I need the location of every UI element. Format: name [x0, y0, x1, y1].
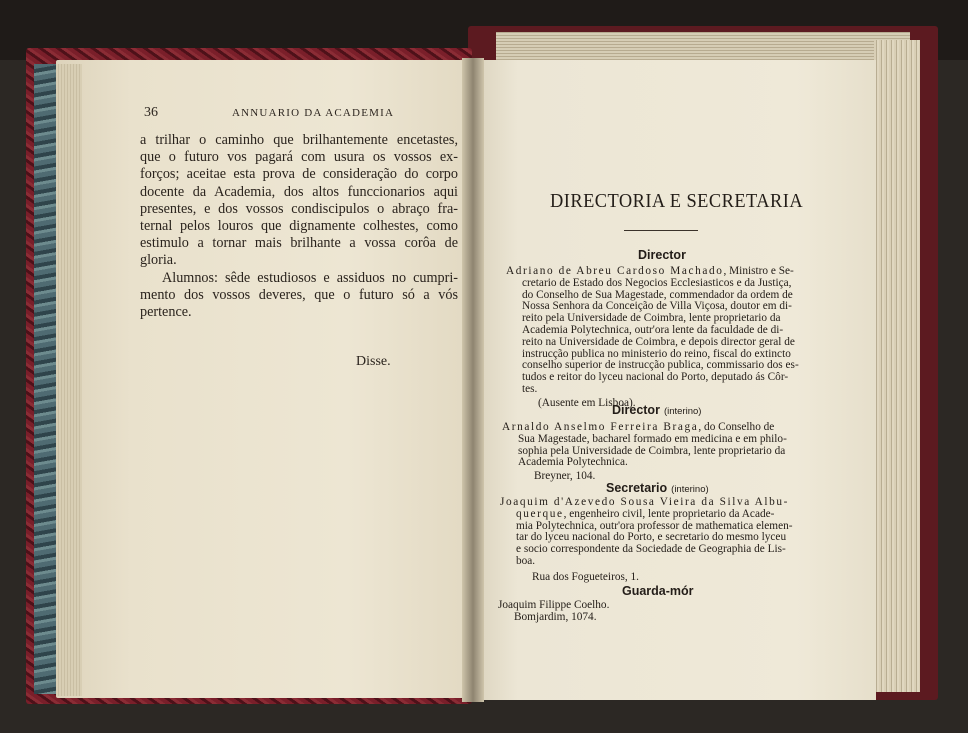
- entry-line: Academia Polytechnica, outr'ora lente da faculdade de di-: [522, 323, 784, 336]
- entry-line: tudos e reitor do lyceu nacional do Porto, deputado ás Côr-: [522, 371, 789, 384]
- right-page-content: [478, 60, 876, 700]
- role-heading-director: [638, 248, 686, 262]
- entry-line: tar do lyceu nacional do Porto, e secretario do mesmo lyceu: [516, 531, 787, 544]
- text-line: presentes, e dos vossos condiscipulos o abraço fra-: [140, 200, 458, 217]
- person-name: Joaquim d'Azevedo Sousa Vieira da Silva Albu-: [500, 496, 790, 508]
- page-stack-left: [56, 64, 82, 696]
- text-line: docente da Academia, dos altos funccionarios aqui: [140, 183, 458, 200]
- entry-note: (Ausente em Lisboa).: [538, 396, 636, 409]
- text-line: pertence.: [140, 304, 192, 321]
- entry-line: reito pela Universidade de Coimbra, lente proprietario da: [522, 312, 781, 325]
- entry-line: reito na Universidade de Coimbra, e depois director geral de: [522, 335, 795, 348]
- entry-line: instrucção publica no ministerio do reino, fiscal do extincto: [522, 347, 791, 360]
- entry-line: boa.: [516, 554, 536, 567]
- entry-text: , engenheiro civil, lente proprietario da Acade-: [563, 507, 775, 520]
- text-line: que o futuro vos pagará com usura os vossos ex-: [140, 149, 458, 166]
- entry-address: Breyner, 104.: [534, 470, 596, 483]
- page-stack-right: [874, 40, 920, 692]
- page-number: 36: [144, 105, 158, 120]
- role-heading-secretary: [606, 481, 709, 495]
- text-line: mento dos vossos deveres, que o futuro só a vós: [140, 286, 458, 303]
- person-name-cont: querque: [516, 507, 564, 520]
- page-stack-top: [496, 32, 910, 62]
- text-line: ternal pelos louros que dignamente colhestes, como: [140, 218, 458, 235]
- role-qualifier: (interino): [663, 406, 702, 417]
- entry-line: tes.: [522, 382, 538, 395]
- entry-line: cretario de Estado dos Negocios Ecclesiasticos e da Justiça,: [522, 276, 792, 289]
- entry-secretary: [500, 497, 793, 584]
- role-label: Secretario: [606, 481, 668, 495]
- role-qualifier: (interino): [671, 484, 709, 495]
- section-title: DIRECTORIA E SECRETARIA: [550, 190, 804, 212]
- entry-line: Sua Magestade, bacharel formado em medicina e em philo-: [518, 432, 787, 445]
- role-heading-guard: [622, 584, 694, 598]
- entry-line: sophia pela Universidade de Coimbra, lente proprietario da: [518, 444, 786, 457]
- entry-line: Nossa Senhora da Conceição de Villa Viçosa, doutor em di-: [522, 300, 792, 313]
- text-line: estimulo a tornar mais brilhante a vossa corôa de: [140, 235, 458, 252]
- left-page-header: [140, 105, 460, 123]
- entry-text: , do Conselho de: [698, 421, 775, 433]
- entry-address: Bomjardim, 1074.: [514, 610, 597, 623]
- entry-director: [506, 266, 799, 410]
- entry-address: Rua dos Fogueteiros, 1.: [532, 570, 640, 583]
- role-label: Director: [612, 403, 660, 417]
- entry-line: mia Polytechnica, outr'ora professor de mathematica elemen-: [516, 519, 793, 532]
- role-heading-director-interim: [612, 403, 701, 417]
- person-name: Joaquim Filippe Coelho.: [498, 599, 610, 611]
- role-label: Director: [638, 248, 686, 262]
- entry-line: do Conselho de Sua Magestade, commendador da ordem de: [522, 288, 793, 301]
- left-page-body: [140, 132, 458, 321]
- entry-line: Academia Polytechnica.: [518, 456, 628, 469]
- entry-line: conselho superior de instrucção publica, commissario dos es-: [522, 359, 799, 372]
- entry-director-interim: [502, 422, 787, 483]
- role-label: Guarda-mór: [622, 584, 694, 598]
- title-rule: [624, 230, 698, 231]
- entry-guard: [498, 600, 609, 624]
- signoff: Disse.: [356, 354, 391, 369]
- person-name: Adriano de Abreu Cardoso Machado: [506, 265, 724, 277]
- text-line: a trilhar o caminho que brilhantemente encetastes,: [140, 132, 458, 148]
- running-head: ANNUARIO DA ACADEMIA: [232, 107, 395, 119]
- text-line: Alumnos: sêde estudiosos e assiduos no cumpri-: [162, 269, 458, 286]
- person-name: Arnaldo Anselmo Ferreira Braga: [502, 421, 699, 433]
- entry-line: e socio correspondente da Sociedade de Geographia de Lis-: [516, 543, 786, 556]
- text-line: gloria.: [140, 252, 177, 269]
- text-line: forços; aceitae esta prova de consideração do corpo: [140, 166, 458, 183]
- entry-text: , Ministro e Se-: [723, 265, 794, 277]
